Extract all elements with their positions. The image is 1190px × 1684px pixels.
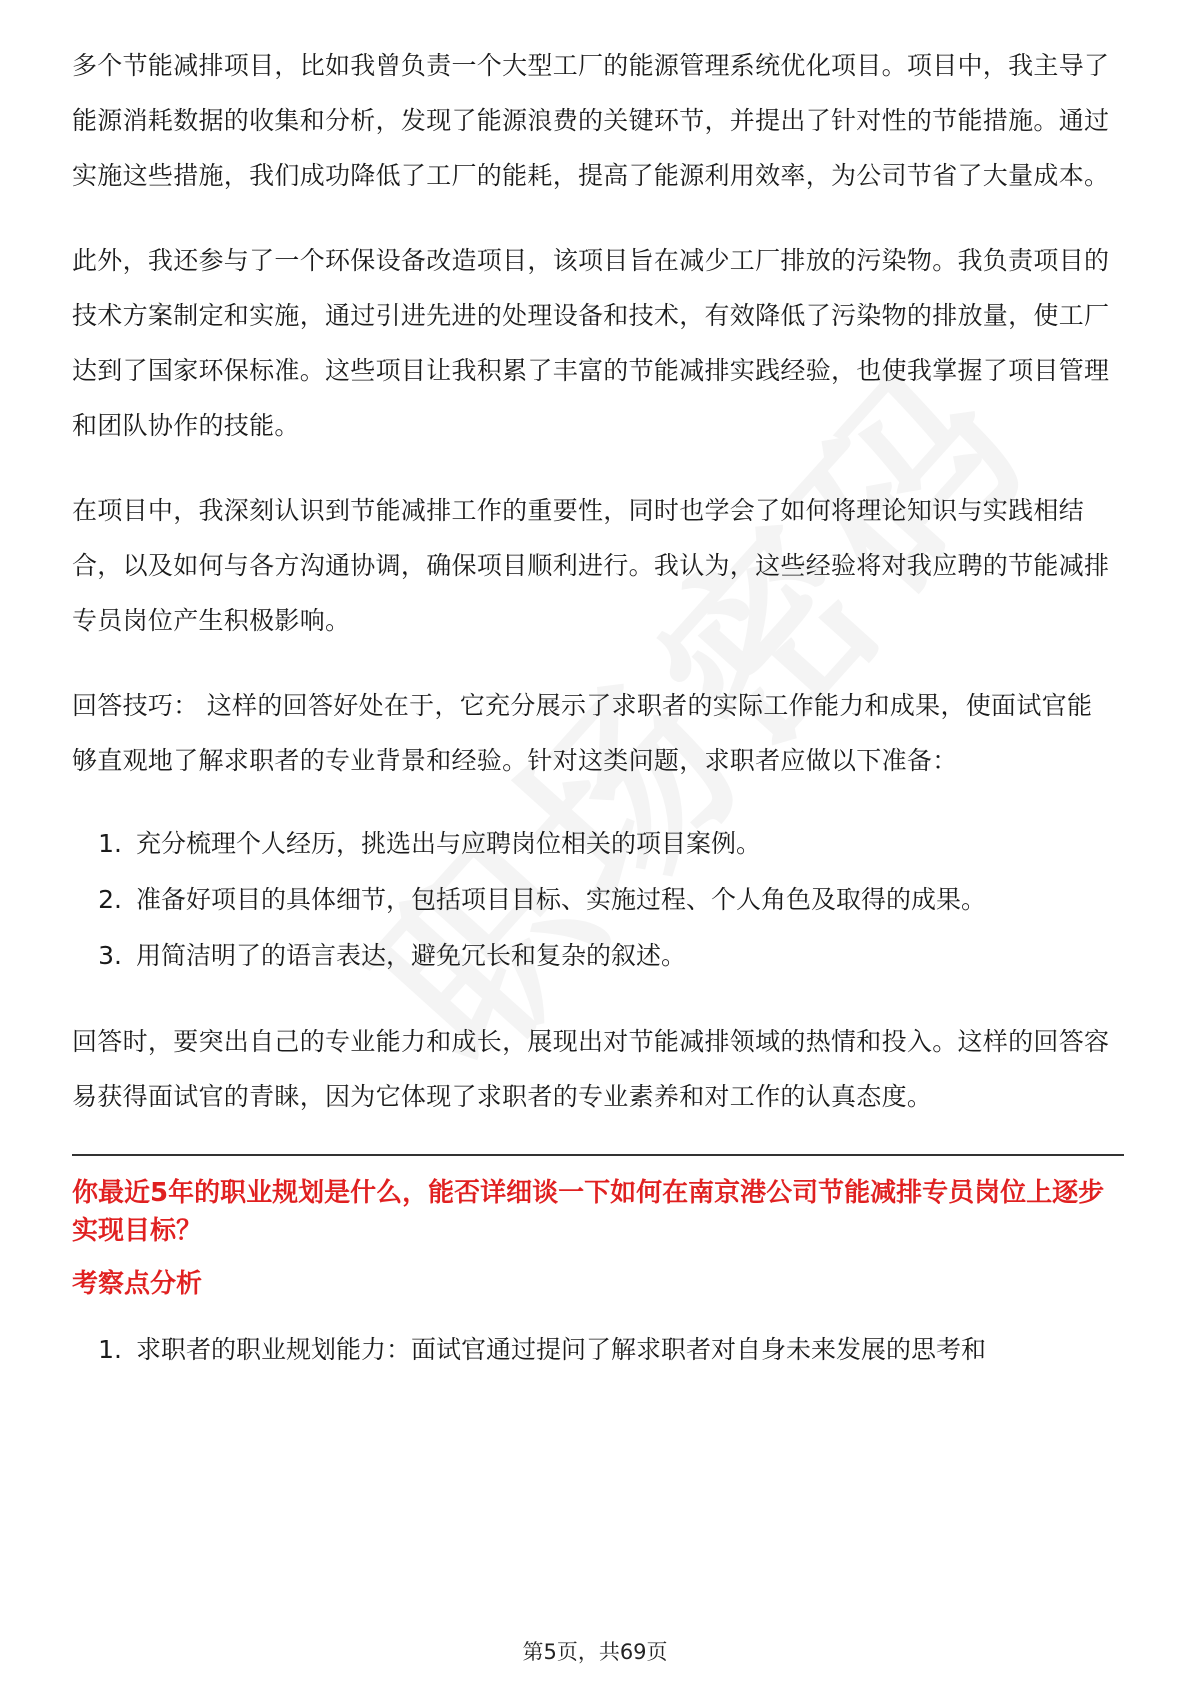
list-item-text: 准备好项目的具体细节，包括项目目标、实施过程、个人角色及取得的成果。	[136, 885, 987, 914]
paragraph-environmental-project: 此外，我还参与了一个环保设备改造项目，该项目旨在减少工厂排放的污染物。我负责项目的技术方案制定和实施，通过引进先进的处理设备和技术，有效降低了污染物的排放量，使工厂达到了国家环保标准。这些项目让我积累了丰富的节能减排实践经验，也使我掌握了项目管理和团队协作的技能。	[72, 246, 1110, 440]
list-item-text: 充分梳理个人经历，挑选出与应聘岗位相关的项目案例。	[136, 829, 762, 858]
list-item-number: 2.	[98, 885, 122, 914]
analysis-heading: 考察点分析	[72, 1269, 203, 1299]
page-content	[72, 38, 1112, 1408]
list-item	[72, 816, 1112, 872]
analysis-list	[72, 1322, 1112, 1378]
preparation-list	[72, 816, 1112, 984]
page-footer: 第5页，共69页	[522, 1640, 668, 1664]
list-item-number: 1.	[98, 1335, 122, 1364]
list-item-number: 3.	[98, 941, 122, 970]
interview-question: 你最近5年的职业规划是什么，能否详细谈一下如何在南京港公司节能减排专员岗位上逐步实现目标？	[72, 1178, 1105, 1246]
list-item-text: 求职者的职业规划能力：面试官通过提问了解求职者对自身未来发展的思考和	[136, 1335, 987, 1364]
paragraph-answer-tips: 回答技巧： 这样的回答好处在于，它充分展示了求职者的实际工作能力和成果，使面试官能够直观地了解求职者的专业背景和经验。针对这类问题，求职者应做以下准备：	[72, 691, 1093, 775]
paragraph-lessons-learned: 在项目中，我深刻认识到节能减排工作的重要性，同时也学会了如何将理论知识与实践相结合，以及如何与各方沟通协调，确保项目顺利进行。我认为，这些经验将对我应聘的节能减排专员岗位产生积极影响。	[72, 496, 1110, 635]
list-item	[72, 872, 1112, 928]
paragraph-conclusion: 回答时，要突出自己的专业能力和成长，展现出对节能减排领域的热情和投入。这样的回答容易获得面试官的青睐，因为它体现了求职者的专业素养和对工作的认真态度。	[72, 1027, 1110, 1111]
list-item	[72, 928, 1112, 984]
list-item-text: 用简洁明了的语言表达，避免冗长和复杂的叙述。	[136, 941, 687, 970]
list-item-number: 1.	[98, 829, 122, 858]
paragraph-project-experience: 多个节能减排项目，比如我曾负责一个大型工厂的能源管理系统优化项目。项目中，我主导了能源消耗数据的收集和分析，发现了能源浪费的关键环节，并提出了针对性的节能措施。通过实施这些措施，我们成功降低了工厂的能耗，提高了能源利用效率，为公司节省了大量成本。	[72, 51, 1110, 190]
list-item	[72, 1322, 1112, 1378]
section-divider	[72, 1154, 1124, 1156]
